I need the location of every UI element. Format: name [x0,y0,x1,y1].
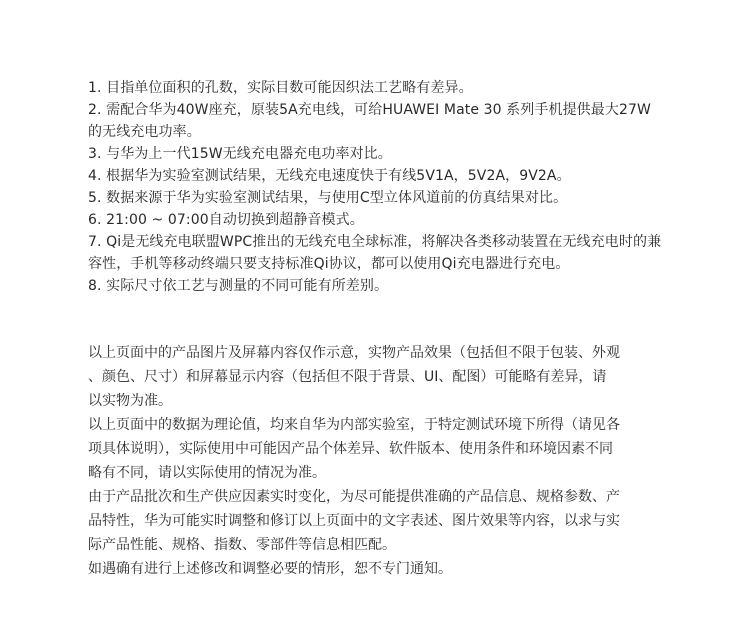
disclaimer-paragraph-4 [88,557,678,581]
footnote-5-line-1: 5. 数据来源于华为实验室测试结果，与使用C型立体风道前的仿真结果对比。 [88,190,568,206]
disclaimer-1-line-3: 以实物为准。 [88,393,172,409]
footnote-4 [88,165,688,187]
footnote-1-line-1: 1. 目指单位面积的孔数，实际目数可能因织法工艺略有差异。 [88,80,473,96]
disclaimer-3-line-1: 由于产品批次和生产供应因素实时变化，为尽可能提供准确的产品信息、规格参数、产 [88,489,620,505]
footnote-3 [88,143,688,165]
disclaimer-paragraph-3 [88,485,678,557]
disclaimer-1-line-1: 以上页面中的产品图片及屏幕内容仅作示意，实物产品效果（包括但不限于包装、外观 [88,345,620,361]
footnote-5 [88,187,688,209]
footnote-2 [88,99,688,143]
footnote-1 [88,77,688,99]
footnote-7 [88,231,688,275]
footnote-7-line-2: 容性，手机等移动终端只要支持标准Qi协议，都可以使用Qi充电器进行充电。 [88,256,570,272]
footnote-2-line-1: 2. 需配合华为40W座充，原装5A充电线，可给HUAWEI Mate 30 系列手机提供最大27W [88,102,651,118]
footnote-6-line-1: 6. 21:00 ~ 07:00自动切换到超静音模式。 [88,212,364,228]
footnote-8 [88,275,688,297]
disclaimer-paragraph-1 [88,341,678,413]
disclaimer-3-line-3: 际产品性能、规格、指数、零部件等信息相匹配。 [88,537,396,553]
disclaimer-paragraph-2 [88,413,678,485]
disclaimer-2-line-2: 项具体说明），实际使用中可能因产品个体差异、软件版本、使用条件和环境因素不同 [88,441,613,457]
footnote-6 [88,209,688,231]
footnote-2-line-2: 的无线充电功率。 [88,124,201,140]
footnote-3-line-1: 3. 与华为上一代15W无线充电器充电功率对比。 [88,146,392,162]
footnote-7-line-1: 7. Qi是无线充电联盟WPC推出的无线充电全球标准，将解决各类移动装置在无线充电时的兼 [88,234,662,250]
footnotes-list [88,77,688,297]
disclaimer-2-line-1: 以上页面中的数据为理论值，均来自华为内部实验室，于特定测试环境下所得（请见各 [88,417,620,433]
disclaimer-2-line-3: 略有不同，请以实际使用的情况为准。 [88,465,326,481]
disclaimer-3-line-2: 品特性，华为可能实时调整和修订以上页面中的文字表述、图片效果等内容，以求与实 [88,513,620,529]
footnote-8-line-1: 8. 实际尺寸依工艺与测量的不同可能有所差别。 [88,278,389,294]
disclaimer-4-line-1: 如遇确有进行上述修改和调整必要的情形，恕不专门通知。 [88,561,452,577]
disclaimer-section [88,341,678,581]
disclaimer-1-line-2: 、颜色、尺寸）和屏幕显示内容（包括但不限于背景、UI、配图）可能略有差异，请 [88,369,607,385]
footnote-4-line-1: 4. 根据华为实验室测试结果，无线充电速度快于有线5V1A，5V2A，9V2A。 [88,168,571,184]
